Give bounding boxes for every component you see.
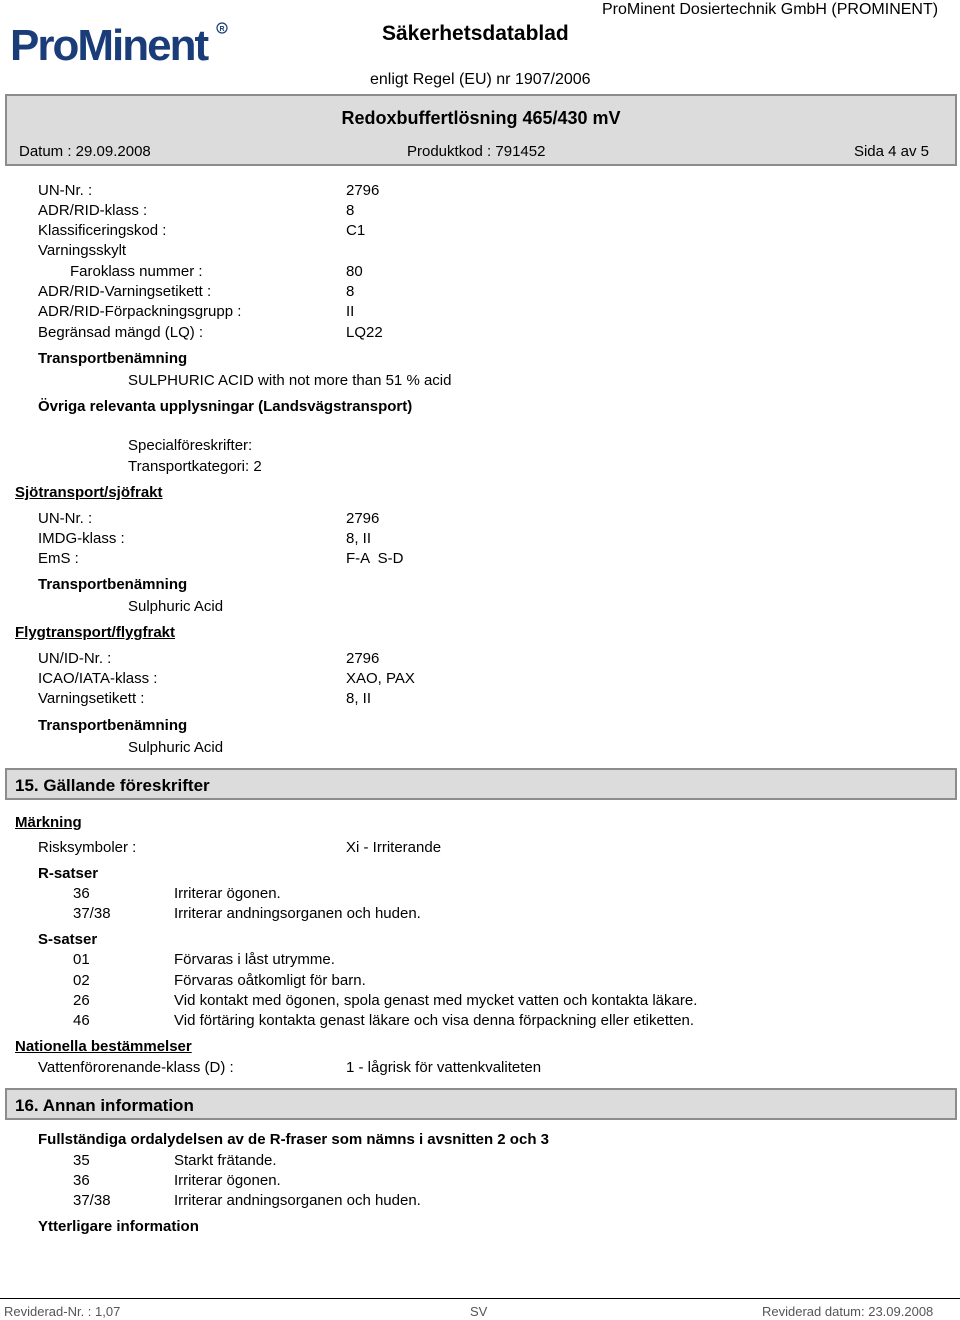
sea-imdg-label: IMDG-klass : bbox=[38, 530, 125, 547]
footer-divider bbox=[0, 1298, 960, 1299]
sea-shipping-name: Sulphuric Acid bbox=[128, 598, 224, 615]
road-adr-label-value: 8 bbox=[346, 283, 355, 300]
s-phrase-code: 02 bbox=[73, 972, 90, 989]
road-adr-value: 8 bbox=[346, 202, 355, 219]
s-phrases-heading: S-satser bbox=[38, 931, 98, 948]
air-shipping-name-heading: Transportbenämning bbox=[38, 717, 188, 734]
risk-symbols-value: Xi - Irriterande bbox=[346, 839, 442, 856]
road-packing-label: ADR/RID-Förpackningsgrupp : bbox=[38, 303, 242, 320]
air-icao-value: XAO, PAX bbox=[346, 670, 415, 687]
document-date: Datum : 29.09.2008 bbox=[19, 143, 151, 160]
sea-un-label: UN-Nr. : bbox=[38, 510, 93, 527]
road-adr-label: ADR/RID-klass : bbox=[38, 202, 148, 219]
road-un-value: 2796 bbox=[346, 182, 380, 199]
full-phrase-code: 36 bbox=[73, 1172, 90, 1189]
road-lq-label: Begränsad mängd (LQ) : bbox=[38, 324, 204, 341]
road-shipping-name-heading: Transportbenämning bbox=[38, 350, 188, 367]
sea-ems-value: F-A S-D bbox=[346, 550, 404, 567]
water-class-label: Vattenförorenande-klass (D) : bbox=[38, 1059, 234, 1076]
product-code: Produktkod : 791452 bbox=[407, 143, 546, 160]
air-un-label: UN/ID-Nr. : bbox=[38, 650, 112, 667]
prominent-logo bbox=[10, 20, 230, 68]
section-16-bar bbox=[5, 1088, 957, 1120]
regulation: enligt Regel (EU) nr 1907/2006 bbox=[370, 71, 591, 88]
air-label-label: Varningsetikett : bbox=[38, 690, 145, 707]
air-label-value: 8, II bbox=[346, 690, 372, 707]
section-15-bar bbox=[5, 768, 957, 800]
document-title: Säkerhetsdatablad bbox=[382, 22, 569, 45]
road-hazard-no-value: 80 bbox=[346, 263, 363, 280]
s-phrase-text: Förvaras oåtkomligt för barn. bbox=[174, 972, 366, 989]
road-shipping-name: SULPHURIC ACID with not more than 51 % acid bbox=[128, 372, 452, 389]
air-heading: Flygtransport/flygfrakt bbox=[15, 624, 176, 641]
product-name: Redoxbuffertlösning 465/430 mV bbox=[341, 108, 621, 128]
language-code: SV bbox=[470, 1304, 488, 1319]
road-class-code-value: C1 bbox=[346, 222, 366, 239]
full-phrase-code: 35 bbox=[73, 1152, 90, 1169]
road-other-info-heading: Övriga relevanta upplysningar (Landsvägstransport) bbox=[38, 398, 413, 415]
air-icao-label: ICAO/IATA-klass : bbox=[38, 670, 158, 687]
national-heading: Nationella bestämmelser bbox=[15, 1038, 192, 1055]
further-info-heading: Ytterligare information bbox=[38, 1218, 199, 1235]
road-class-code-label: Klassificeringskod : bbox=[38, 222, 167, 239]
r-phrase-code: 37/38 bbox=[73, 905, 111, 922]
full-phrase-text: Starkt frätande. bbox=[174, 1152, 277, 1169]
road-un-label: UN-Nr. : bbox=[38, 182, 93, 199]
road-lq-value: LQ22 bbox=[346, 324, 383, 341]
s-phrase-code: 46 bbox=[73, 1012, 90, 1029]
r-phrases-heading: R-satser bbox=[38, 865, 99, 882]
road-hazard-no-label: Faroklass nummer : bbox=[70, 263, 203, 280]
svg-text:R: R bbox=[219, 26, 225, 33]
risk-symbols-label: Risksymboler : bbox=[38, 839, 137, 856]
s-phrase-text: Vid förtäring kontakta genast läkare och visa denna förpackning eller etiketten. bbox=[174, 1012, 695, 1029]
sea-heading: Sjötransport/sjöfrakt bbox=[15, 484, 163, 501]
company-name: ProMinent Dosiertechnik GmbH (PROMINENT) bbox=[602, 1, 939, 18]
svg-text:ProMinent: ProMinent bbox=[10, 21, 208, 68]
full-phrase-code: 37/38 bbox=[73, 1192, 111, 1209]
revision-number: Reviderad-Nr. : 1,07 bbox=[4, 1304, 121, 1319]
sea-imdg-value: 8, II bbox=[346, 530, 372, 547]
s-phrase-code: 26 bbox=[73, 992, 90, 1009]
road-warning-sign-label: Varningsskylt bbox=[38, 242, 127, 259]
road-transport-category: Transportkategori: 2 bbox=[128, 458, 262, 475]
r-phrase-code: 36 bbox=[73, 885, 90, 902]
revision-date: Reviderad datum: 23.09.2008 bbox=[762, 1304, 934, 1319]
sea-shipping-name-heading: Transportbenämning bbox=[38, 576, 188, 593]
full-phrase-text: Irriterar andningsorganen och huden. bbox=[174, 1192, 421, 1209]
s-phrase-text: Förvaras i låst utrymme. bbox=[174, 951, 335, 968]
air-un-value: 2796 bbox=[346, 650, 380, 667]
sea-ems-label: EmS : bbox=[38, 550, 79, 567]
water-class-value: 1 - lågrisk för vattenkvaliteten bbox=[346, 1059, 542, 1076]
s-phrase-code: 01 bbox=[73, 951, 90, 968]
road-packing-value: II bbox=[346, 303, 355, 320]
sea-un-value: 2796 bbox=[346, 510, 380, 527]
full-phrase-text: Irriterar ögonen. bbox=[174, 1172, 281, 1189]
r-phrase-text: Irriterar andningsorganen och huden. bbox=[174, 905, 421, 922]
road-adr-label-label: ADR/RID-Varningsetikett : bbox=[38, 283, 212, 300]
product-band bbox=[5, 94, 957, 166]
s-phrase-text: Vid kontakt med ögonen, spola genast med mycket vatten och kontakta läkare. bbox=[174, 992, 698, 1009]
marking-heading: Märkning bbox=[15, 814, 82, 831]
page-number: Sida 4 av 5 bbox=[853, 143, 929, 160]
r-phrase-text: Irriterar ögonen. bbox=[174, 885, 281, 902]
section-16-title: 16. Annan information bbox=[15, 1096, 194, 1115]
full-text-heading: Fullständiga ordalydelsen av de R-fraser som nämns i avsnitten 2 och 3 bbox=[38, 1131, 549, 1148]
air-shipping-name: Sulphuric Acid bbox=[128, 739, 224, 756]
road-special-provisions: Specialföreskrifter: bbox=[128, 437, 253, 454]
section-15-title: 15. Gällande föreskrifter bbox=[15, 776, 210, 795]
